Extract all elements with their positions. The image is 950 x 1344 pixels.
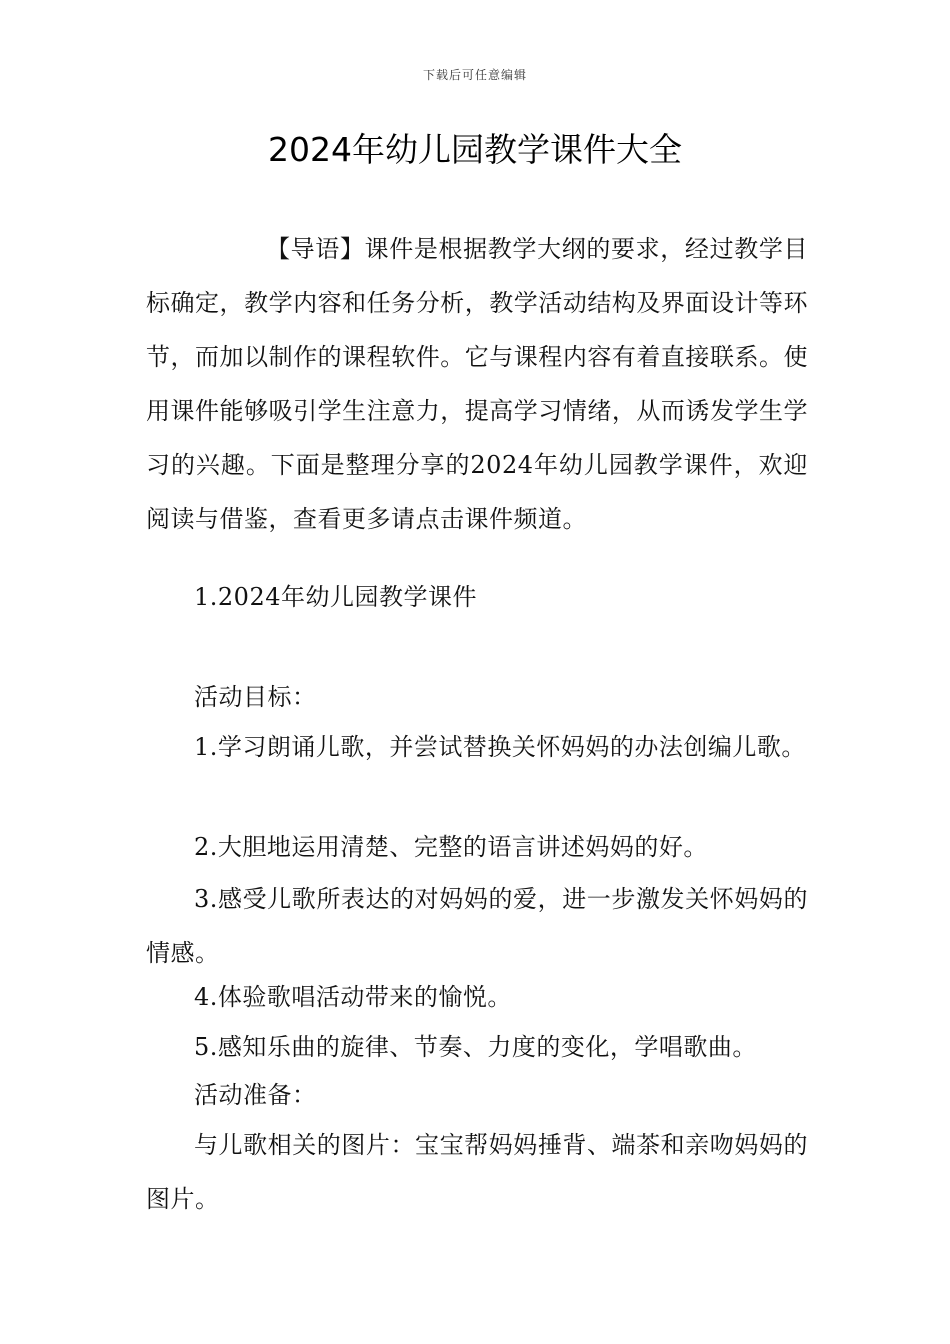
goal-item-4: 4.体验歌唱活动带来的愉悦。	[194, 983, 512, 1011]
goal-item-5: 5.感知乐曲的旋律、节奏、力度的变化，学唱歌曲。	[194, 1033, 757, 1061]
goal-item-3: 3.感受儿歌所表达的对妈妈的爱，进一步激发关怀妈妈的情感。	[146, 885, 808, 967]
section-heading: 1.2024年幼儿园教学课件	[194, 583, 477, 611]
prep-heading: 活动准备：	[194, 1081, 317, 1109]
prep-item-1: 与儿歌相关的图片：宝宝帮妈妈捶背、端茶和亲吻妈妈的图片。	[146, 1131, 808, 1213]
goals-heading: 活动目标：	[194, 683, 317, 711]
document-title: 2024年幼儿园教学课件大全	[268, 130, 682, 169]
header-note: 下载后可任意编辑	[422, 68, 527, 82]
goal-item-1: 1.学习朗诵儿歌，并尝试替换关怀妈妈的办法创编儿歌。	[194, 733, 806, 761]
goal-item-2: 2.大胆地运用清楚、完整的语言讲述妈妈的好。	[194, 833, 708, 861]
intro-paragraph: 【导语】课件是根据教学大纲的要求，经过教学目标确定，教学内容和任务分析，教学活动结构及界面设计等环节，而加以制作的课程软件。它与课程内容有着直接联系。使用课件能够吸引学生注意力，提高学习情绪，从而诱发学生学习的兴趣。下面是整理分享的2024年幼儿园教学课件，欢迎阅读与借鉴，查看更多请点击课件频道。	[146, 235, 808, 533]
